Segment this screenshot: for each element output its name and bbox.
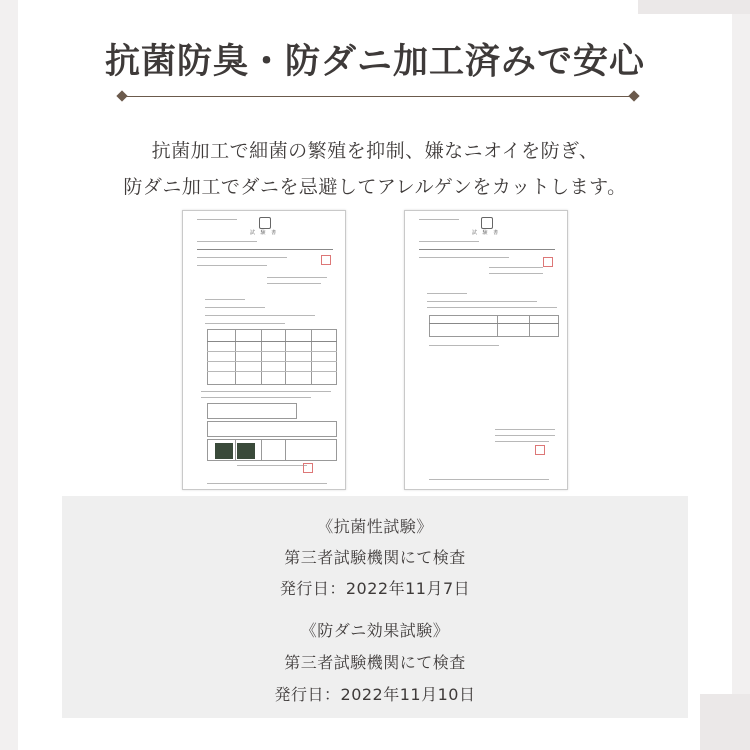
antimite-test-name: 《防ダニ効果試験》 [300,621,450,640]
antibacterial-certificate-image [182,210,346,490]
antimite-test-lab: 第三者試験機関にて検査 [284,653,466,672]
antimite-test-date: 発行日：2022年11月10日 [274,685,476,704]
page-title: 抗菌防臭・防ダニ加工済みで安心 [104,42,645,82]
certificate-emblem-icon [259,217,271,229]
title-divider [124,96,634,97]
intro-line-1: 抗菌加工で細菌の繁殖を抑制、嫌なニオイを防ぎ、 [151,140,599,162]
antimite-certificate-image [404,210,568,490]
certificate-heading: 試 験 書 [471,230,501,236]
intro-line-2: 防ダニ加工でダニを忌避してアレルゲンをカットします。 [123,176,627,198]
antibacterial-test-name: 《抗菌性試験》 [317,517,433,536]
antibacterial-test-date: 発行日：2022年11月7日 [279,579,471,598]
certificate-emblem-icon [481,217,493,229]
antibacterial-test-lab: 第三者試験機関にて検査 [284,548,466,567]
certificate-heading: 試 験 書 [249,230,279,236]
corner-decoration-top [638,0,750,14]
